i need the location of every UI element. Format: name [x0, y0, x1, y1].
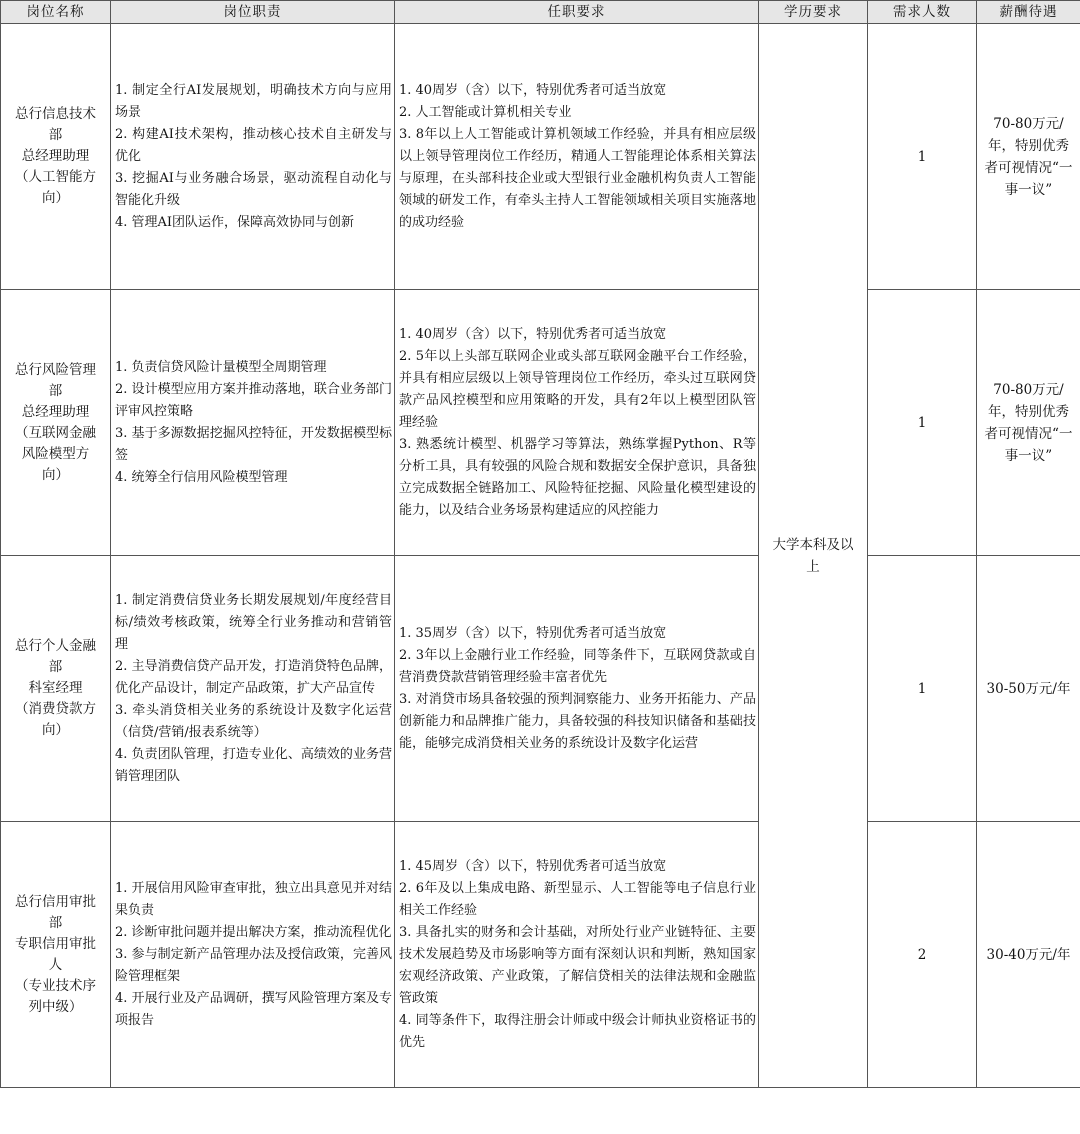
header-requirements: 任职要求	[395, 1, 759, 24]
position-name-line: 总经理助理	[21, 148, 90, 164]
position-name-line: 部	[48, 127, 63, 143]
duty-item: 1. 制定全行AI发展规划，明确技术方向与应用场景	[115, 82, 392, 120]
position-name-line: 总行个人金融	[15, 638, 96, 654]
position-name-line: 总行信息技术	[15, 106, 96, 122]
position-name-cell	[1, 822, 111, 1088]
position-name-cell	[1, 290, 111, 556]
count-cell: 1	[868, 556, 977, 822]
position-name-cell	[1, 24, 111, 290]
duty-item: 1. 开展信用风险审查审批，独立出具意见并对结果负责	[115, 880, 392, 918]
position-name-line: （消费贷款方	[15, 701, 96, 717]
requirement-item: 2. 5年以上头部互联网企业或头部互联网金融平台工作经验，并具有相应层级以上领导管理岗位工作经历，牵头过互联网贷款产品风控模型和应用策略的开发，具有2年以上模型团队管理经验	[399, 348, 756, 430]
position-name-line: （互联网金融	[15, 424, 96, 441]
header-row	[1, 1, 1080, 24]
salary-cell: 30-40万元/年	[977, 822, 1080, 1088]
requirement-item: 2. 6年及以上集成电路、新型显示、人工智能等电子信息行业相关工作经验	[399, 880, 756, 918]
position-name-cell	[1, 556, 111, 822]
position-name-line: 总行信用审批	[15, 893, 96, 910]
requirement-item: 4. 同等条件下，取得注册会计师或中级会计师执业资格证书的优先	[399, 1012, 756, 1050]
duty-item: 4. 负责团队管理，打造专业化、高绩效的业务营销管理团队	[115, 746, 392, 784]
table-row	[1, 822, 1080, 1088]
table-row	[1, 556, 1080, 822]
duty-item: 3. 挖掘AI与业务融合场景，驱动流程自动化与智能化升级	[115, 170, 392, 208]
position-name-line: 总经理助理	[21, 403, 90, 420]
duties-cell	[111, 24, 395, 290]
requirement-item: 1. 45周岁（含）以下，特别优秀者可适当放宽	[399, 858, 667, 874]
header-education: 学历要求	[759, 1, 868, 24]
position-name-line: 部	[48, 659, 63, 675]
requirement-item: 3. 对消贷市场具备较强的预判洞察能力、业务开拓能力、产品创新能力和品牌推广能力，具备较强的科技知识储备和基础技能，能够完成消贷相关业务的系统设计及数字化运营	[399, 691, 756, 751]
header-count: 需求人数	[868, 1, 977, 24]
duty-item: 2. 主导消费信贷产品开发，打造消贷特色品牌，优化产品设计，制定产品政策，扩大产品宣传	[115, 658, 392, 696]
count-cell: 2	[868, 822, 977, 1088]
education-cell: 大学本科及以上	[759, 24, 868, 1088]
position-name-line: 列中级）	[28, 998, 83, 1015]
position-name-line: 科室经理	[28, 680, 83, 696]
duty-item: 3. 基于多源数据挖掘风控特征，开发数据模型标签	[115, 425, 392, 463]
requirement-item: 1. 35周岁（含）以下，特别优秀者可适当放宽	[399, 625, 667, 641]
position-name-line: 风险模型方	[21, 445, 90, 462]
duty-item: 4. 开展行业及产品调研，撰写风险管理方案及专项报告	[115, 990, 392, 1028]
position-name-line: 总行风险管理	[15, 361, 96, 378]
duties-cell	[111, 822, 395, 1088]
requirement-item: 2. 3年以上金融行业工作经验，同等条件下，互联网贷款或自营消费贷款营销管理经验丰富者优先	[399, 647, 756, 685]
requirement-item: 3. 8年以上人工智能或计算机领域工作经验，并具有相应层级以上领导管理岗位工作经历，精通人工智能理论体系相关算法与原理，在头部科技企业或大型银行业金融机构负责人工智能领域的研发工作，有牵头主持人工智能领域相关项目实施落地的成功经验	[399, 126, 756, 230]
salary-cell: 70-80万元/年，特别优秀者可视情况“一事一议”	[977, 290, 1080, 556]
requirements-cell	[395, 290, 759, 556]
duty-item: 2. 设计模型应用方案并推动落地，联合业务部门评审风控策略	[115, 381, 392, 419]
duty-item: 1. 制定消费信贷业务长期发展规划/年度经营目标/绩效考核政策，统筹全行业务推动和营销管理	[115, 592, 392, 652]
requirement-item: 3. 熟悉统计模型、机器学习等算法，熟练掌握Python、R等分析工具，具有较强的风险合规和数据安全保护意识，具备独立完成数据全链路加工、风险特征挖掘、风险量化模型建设的能力，以及结合业务场景构建适应的风控能力	[399, 436, 756, 518]
duty-item: 1. 负责信贷风险计量模型全周期管理	[115, 359, 327, 375]
header-position-name: 岗位名称	[1, 1, 111, 24]
duty-item: 3. 参与制定新产品管理办法及授信政策，完善风险管理框架	[115, 946, 392, 984]
duties-cell	[111, 290, 395, 556]
duty-item: 4. 统筹全行信用风险模型管理	[115, 469, 288, 485]
header-salary: 薪酬待遇	[977, 1, 1080, 24]
table-row	[1, 24, 1080, 290]
requirements-cell	[395, 24, 759, 290]
requirement-item: 3. 具备扎实的财务和会计基础，对所处行业产业链特征、主要技术发展趋势及市场影响等方面有深刻认识和判断，熟知国家宏观经济政策、产业政策，了解信贷相关的法律法规和金融监管政策	[399, 924, 756, 1006]
requirement-item: 1. 40周岁（含）以下，特别优秀者可适当放宽	[399, 326, 667, 342]
duty-item: 3. 牵头消贷相关业务的系统设计及数字化运营（信贷/营销/报表系统等）	[115, 702, 392, 740]
requirement-item: 1. 40周岁（含）以下，特别优秀者可适当放宽	[399, 82, 667, 98]
position-name-line: 人	[48, 956, 63, 973]
position-name-line: （专业技术序	[15, 977, 96, 994]
duty-item: 4. 管理AI团队运作，保障高效协同与创新	[115, 214, 355, 230]
position-name-line: 向）	[42, 190, 69, 206]
salary-cell: 30-50万元/年	[977, 556, 1080, 822]
position-name-line: 专职信用审批	[15, 935, 96, 952]
requirements-cell	[395, 822, 759, 1088]
position-name-line: 向）	[42, 466, 69, 483]
duty-item: 2. 构建AI技术架构，推动核心技术自主研发与优化	[115, 126, 392, 164]
position-name-line: （人工智能方	[15, 169, 96, 185]
duty-item: 2. 诊断审批问题并提出解决方案，推动流程优化	[115, 924, 392, 940]
position-name-line: 部	[48, 914, 63, 931]
salary-cell: 70-80万元/年，特别优秀者可视情况“一事一议”	[977, 24, 1080, 290]
position-name-line: 向）	[42, 722, 69, 738]
requirements-cell	[395, 556, 759, 822]
requirement-item: 2. 人工智能或计算机相关专业	[399, 104, 572, 120]
position-name-line: 部	[48, 382, 63, 399]
duties-cell	[111, 556, 395, 822]
count-cell: 1	[868, 24, 977, 290]
count-cell: 1	[868, 290, 977, 556]
table-row	[1, 290, 1080, 556]
header-duties: 岗位职责	[111, 1, 395, 24]
